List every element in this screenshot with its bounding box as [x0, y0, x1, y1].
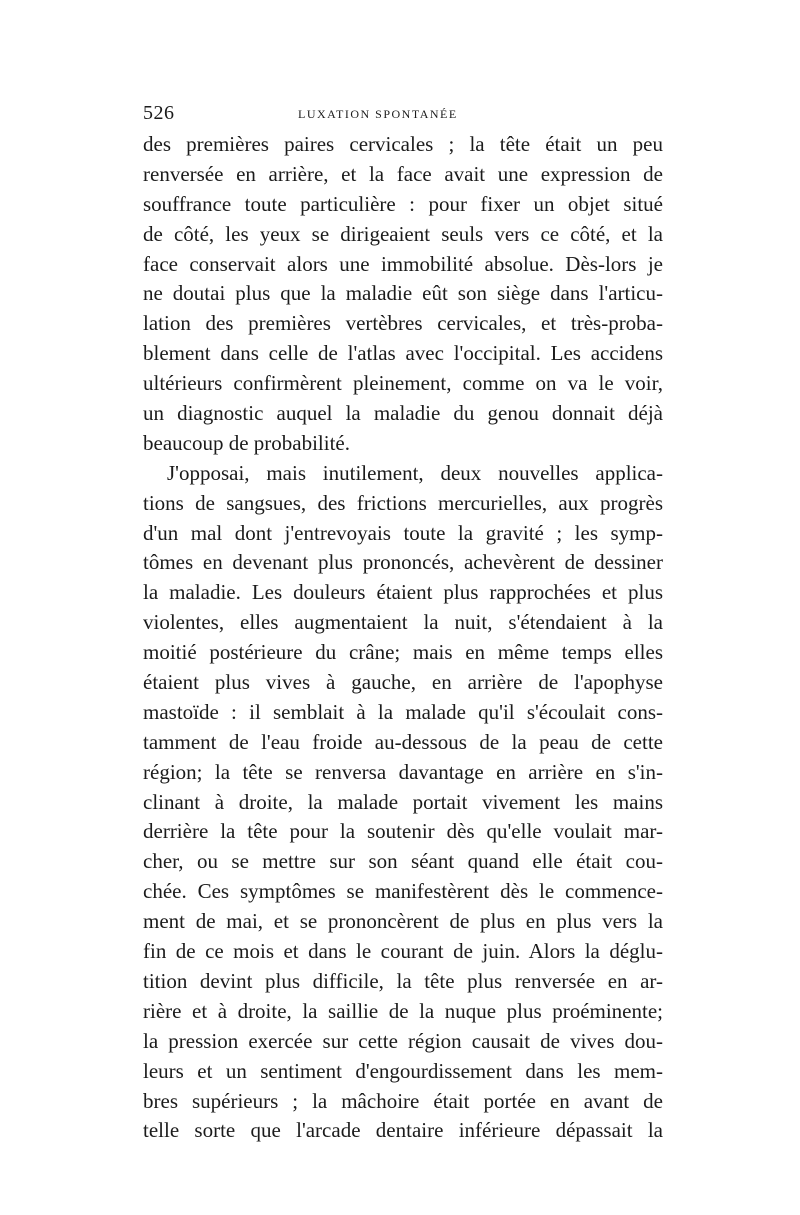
- text-line: tition devint plus difficile, la tête plus renversée en ar-: [143, 968, 663, 993]
- text-line: face conservait alors une immobilité absolue. Dès-lors je: [143, 251, 663, 276]
- text-line: des premières paires cervicales ; la tête était un peu: [143, 132, 663, 156]
- running-title: LUXATION SPONTANÉE: [298, 107, 458, 121]
- text-line: région; la tête se renversa davantage en arrière en s'in-: [143, 759, 663, 784]
- text-line: leurs et un sentiment d'engourdissement dans les mem-: [143, 1058, 663, 1083]
- text-line: de côté, les yeux se dirigeaient seuls vers ce côté, et la: [143, 221, 663, 246]
- body-text: [143, 130, 663, 1146]
- text-line: moitié postérieure du crâne; mais en même temps elles: [143, 640, 663, 665]
- text-line: cher, ou se mettre sur son séant quand elle était cou-: [143, 849, 663, 874]
- text-line: ultérieurs confirmèrent pleinement, comme on va le voir,: [143, 371, 663, 396]
- text-line: tômes en devenant plus prononcés, achevèrent de dessiner: [143, 550, 663, 575]
- text-line: beaucoup de probabilité.: [143, 430, 351, 455]
- page-header: [143, 102, 663, 126]
- text-line: ne doutai plus que la maladie eût son siège dans l'articu-: [143, 281, 663, 306]
- text-line: souffrance toute particulière : pour fixer un objet situé: [143, 191, 663, 216]
- text-line: derrière la tête pour la soutenir dès qu'elle voulait mar-: [143, 819, 663, 844]
- text-line: telle sorte que l'arcade dentaire inférieure dépassait la: [143, 1118, 663, 1143]
- text-line: mastoïde : il semblait à la malade qu'il s'écoulait cons-: [143, 699, 663, 724]
- text-line: blement dans celle de l'atlas avec l'occipital. Les accidens: [143, 341, 663, 366]
- text-line: J'opposai, mais inutilement, deux nouvelles applica-: [167, 460, 663, 485]
- text-line: un diagnostic auquel la maladie du genou donnait déjà: [143, 401, 663, 426]
- text-line: la maladie. Les douleurs étaient plus rapprochées et plus: [143, 580, 663, 605]
- text-line: violentes, elles augmentaient la nuit, s'étendaient à la: [143, 610, 663, 635]
- text-line: fin de ce mois et dans le courant de juin. Alors la déglu-: [143, 939, 663, 964]
- text-line: tamment de l'eau froide au-dessous de la peau de cette: [143, 729, 663, 754]
- page-number: 526: [143, 102, 175, 124]
- text-line: ment de mai, et se prononcèrent de plus en plus vers la: [143, 909, 663, 934]
- text-line: rière et à droite, la saillie de la nuque plus proéminente;: [143, 998, 663, 1023]
- text-line: tions de sangsues, des frictions mercurielles, aux progrès: [143, 490, 663, 515]
- text-line: d'un mal dont j'entrevoyais toute la gravité ; les symp-: [143, 520, 663, 545]
- text-line: bres supérieurs ; la mâchoire était portée en avant de: [143, 1088, 663, 1113]
- text-line: chée. Ces symptômes se manifestèrent dès le commence-: [143, 879, 663, 904]
- text-line: renversée en arrière, et la face avait une expression de: [143, 161, 663, 186]
- text-line: étaient plus vives à gauche, en arrière de l'apophyse: [143, 670, 663, 695]
- text-line: la pression exercée sur cette région causait de vives dou-: [143, 1028, 663, 1053]
- text-line: clinant à droite, la malade portait vivement les mains: [143, 789, 663, 814]
- text-line: lation des premières vertèbres cervicales, et très-proba-: [143, 311, 663, 336]
